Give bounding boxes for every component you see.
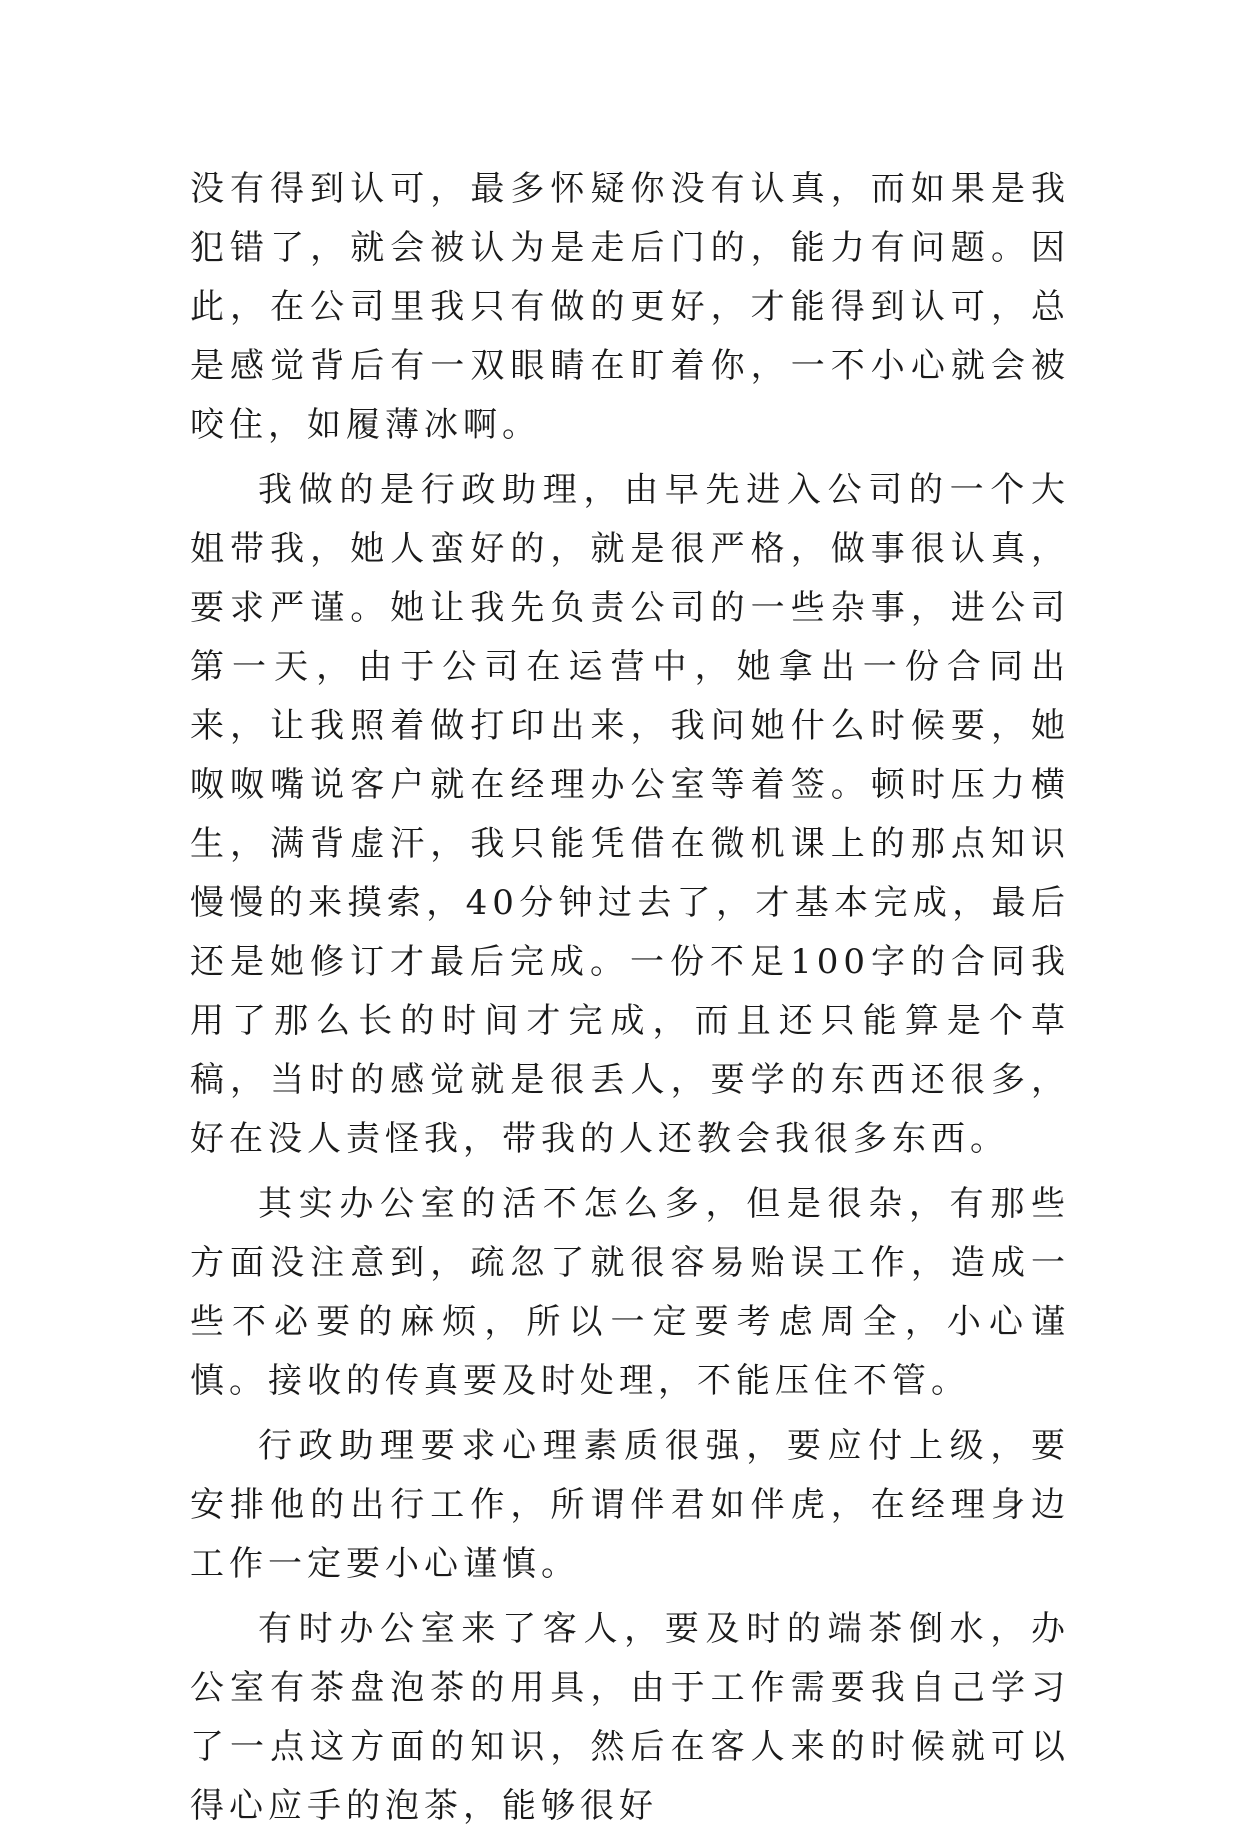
- paragraph-4: 行政助理要求心理素质很强，要应付上级，要安排他的出行工作，所谓伴君如伴虎，在经理身边工作一定要小心谨慎。: [190, 1426, 1070, 1584]
- paragraph-5: 有时办公室来了客人，要及时的端茶倒水，办公室有茶盘泡茶的用具，由于工作需要我自己学习了一点这方面的知识，然后在客人来的时候就可以得心应手的泡茶，能够很好: [190, 1609, 1070, 1826]
- document-body: [190, 160, 1070, 1836]
- paragraph-1: 没有得到认可，最多怀疑你没有认真，而如果是我犯错了，就会被认为是走后门的，能力有问题。因此，在公司里我只有做的更好，才能得到认可，总是感觉背后有一双眼睛在盯着你，一不小心就会被咬住，如履薄冰啊。: [190, 169, 1070, 445]
- paragraph-2: 我做的是行政助理，由早先进入公司的一个大姐带我，她人蛮好的，就是很严格，做事很认真，要求严谨。她让我先负责公司的一些杂事，进公司第一天，由于公司在运营中，她拿出一份合同出来，让我照着做打印出来，我问她什么时候要，她呶呶嘴说客户就在经理办公室等着签。顿时压力横生，满背虚汗，我只能凭借在微机课上的那点知识慢慢的来摸索，40分钟过去了，才基本完成，最后还是她修订才最后完成。一份不足100字的合同我用了那么长的时间才完成，而且还只能算是个草稿，当时的感觉就是很丢人，要学的东西还很多，好在没人责怪我，带我的人还教会我很多东西。: [190, 470, 1070, 1159]
- paragraph-3: 其实办公室的活不怎么多，但是很杂，有那些方面没注意到，疏忽了就很容易贻误工作，造成一些不必要的麻烦，所以一定要考虑周全，小心谨慎。接收的传真要及时处理，不能压住不管。: [190, 1184, 1070, 1401]
